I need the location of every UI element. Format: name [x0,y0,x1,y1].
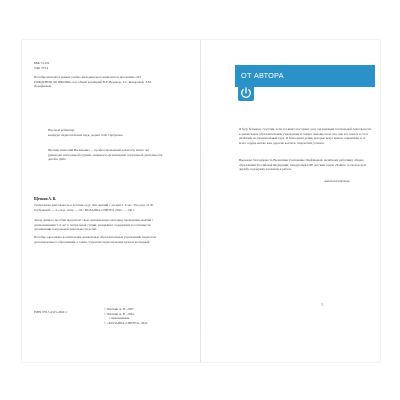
book-abstract: Автор данного пособия предлагает свою оригинальную методику проведения занятий с дошкольниками 5–6 лет в театральной студии, раскрывает содержание и особенности организации театральной деятельности детей. [34,218,154,232]
foreword-body: Я буду безмерно счастлив, если эта книга послужит делу организации театральной деятельности в дошкольном образовательном учреждении и окажет помощь всем, кто, как и я, взялся за этот нелёгкий, но увлекательный труд. Я благодарен детям, которые ведут меня к открытиям, и от всего сердца желаю вам, дорогие коллеги, творческих успехов. [239,127,371,145]
foreword-thanks: Выражаю благодарность Валентине Степановне Парфёновой, почётному работнику общего образования Российской Федерации, заведующей ЦРР детским садом «Чайка» за творческую дружбу, поддержку и помощь в работе. [239,158,367,172]
section-banner [235,65,375,87]
copyright-block [104,307,147,326]
book-title: Театральная деятельность в детском саду. Для занятий с детьми 5–6 лет / Под ред. О. Ф. Горбуновой. — 2-е изд., испр. — М.: МОЗАИКА-СИНТЕЗ, 2022. — 136 с. [34,203,154,212]
author-heading: Щеткин А. В. [34,197,57,201]
copyright-line: с изменениями [109,316,130,321]
copyright-line: © Щеткин А. В., 2022, [104,311,135,316]
section-icon-box [238,85,254,101]
series-note: Пособие выходит в рамках учебно-методического комплекта к программе «ОТ РОЖДЕНИЯ ДО ШКОЛЫ» под общей редакцией Н.Е. Вераксы, Т.С. Комаровой, Э.М. Дорофеевой. [34,75,152,89]
power-icon [238,85,254,101]
copyright-line: © «МОЗАИКА-СИНТЕЗ», 2022 [104,320,148,325]
section-title: ОТ АВТОРА [241,71,284,80]
reviewer-text: кандидат педагогических наук, доцент О.Ф. Горбунова. [48,133,124,137]
page-number: 3 [321,303,323,307]
isbn: ISBN 978-5-4315-2609-1 [34,310,68,314]
udk-code: УДК 373.2 [34,66,49,70]
audience-note: Пособие адресовано воспитателям дошкольных образовательных учреждений, педагогам дополнительного образования, а также студентам педагогических вузов и колледжей. [34,235,156,244]
author-signature: Анатолий Щеткин [324,179,350,183]
right-page [201,40,380,362]
copyright-line: © Щеткин А. В., 2007 [104,307,134,311]
reviewer-label: Научный редактор: [48,128,76,132]
author-bio: Щеткин Анатолий Васильевич — профессиональный режиссёр, много лет руководил театральной студией, занимался организацией театральной деятельности детей в ДОО. [48,148,163,162]
book-spread [22,40,380,362]
bbk-code: ББК 74.102 [34,61,50,65]
left-page [22,40,200,362]
